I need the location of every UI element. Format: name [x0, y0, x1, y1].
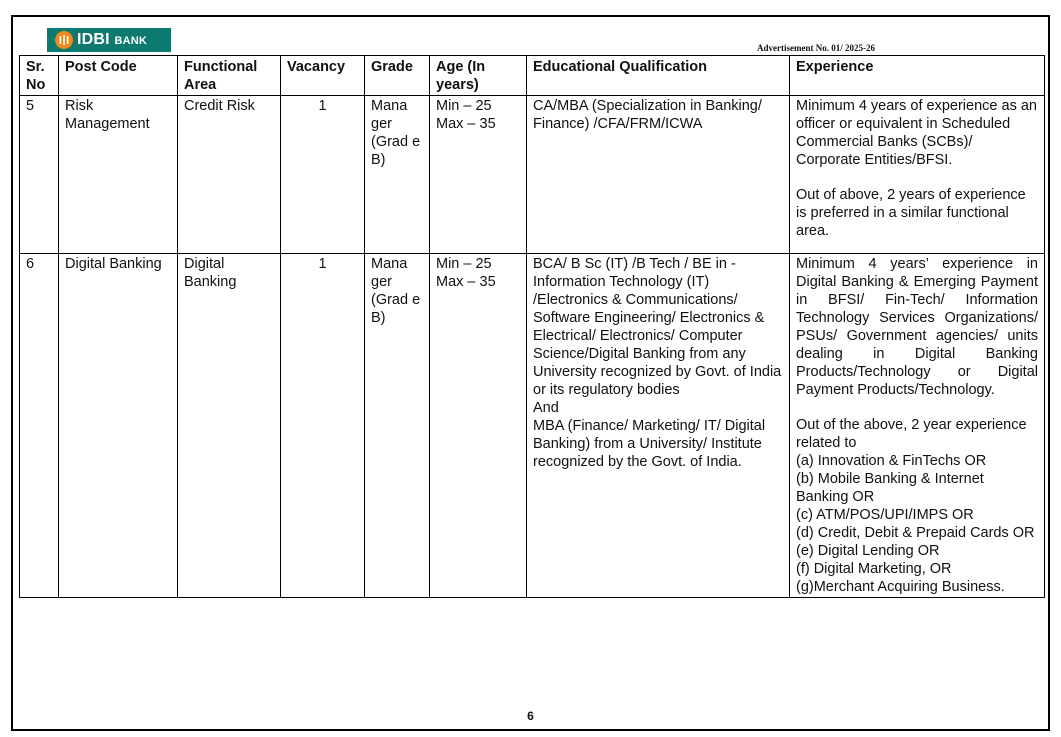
functional-area-cell: Digital Banking	[178, 254, 281, 598]
sr-no-cell: 5	[20, 96, 59, 254]
grade-cell: Mana ger (Grad e B)	[365, 254, 430, 598]
logo-text: IDBI BANK	[77, 31, 148, 48]
experience-cell	[790, 96, 1045, 254]
qualification-cell: BCA/ B Sc (IT) /B Tech / BE in - Information Technology (IT) /Electronics & Communications/ Software Engineering/ Electronics & Electrical/ Electronics/ Computer Science/Digital Banking from any University recognized by Govt. of India or its regulatory bodies And MBA (Finance/ Marketing/ IT/ Digital Banking) from a University/ Institute recognized by the Govt. of India.	[527, 254, 790, 598]
vacancy-cell: 1	[281, 254, 365, 598]
header-vacancy: Vacancy	[281, 56, 365, 96]
experience-paragraph: Minimum 4 years’ experience in Digital Banking & Emerging Payment in BFSI/ Fin-Tech/ Information Technology Services Organizations/ PSUs/ Government agencies/ units dealing in Digital Banking Products/Technology or Digital Payment Products/Technology.	[796, 256, 1038, 398]
header-sr-no: Sr. No	[20, 56, 59, 96]
table-header-row	[20, 56, 1045, 96]
vacancy-table	[19, 55, 1045, 598]
page-number: 6	[527, 709, 534, 723]
experience-paragraph: Out of the above, 2 year experience related to (a) Innovation & FinTechs OR (b) Mobile Banking & Internet Banking OR (c) ATM/POS/UPI/IMPS OR (d) Credit, Debit & Prepaid Cards OR (e) Digital Lending OR (f) Digital Marketing, OR (g)Merchant Acquiring Business.	[796, 417, 1035, 595]
table-row	[20, 254, 1045, 598]
grade-cell: Mana ger (Grad e B)	[365, 96, 430, 254]
experience-paragraph: Out of above, 2 years of experience is preferred in a similar functional area.	[796, 187, 1026, 239]
header-experience: Experience	[790, 56, 1045, 96]
vacancy-cell: 1	[281, 96, 365, 254]
post-code-cell: Digital Banking	[59, 254, 178, 598]
age-cell: Min – 25 Max – 35	[430, 96, 527, 254]
idbi-emblem-icon	[55, 31, 73, 49]
experience-cell	[790, 254, 1045, 598]
idbi-bank-logo	[47, 28, 171, 52]
experience-paragraph: Minimum 4 years of experience as an officer or equivalent in Scheduled Commercial Banks (SCBs)/ Corporate Entities/BFSI.	[796, 98, 1037, 168]
sr-no-cell: 6	[20, 254, 59, 598]
advertisement-number: Advertisement No. 01/ 2025-26	[757, 43, 875, 53]
age-cell: Min – 25 Max – 35	[430, 254, 527, 598]
post-code-cell: Risk Management	[59, 96, 178, 254]
header-grade: Grade	[365, 56, 430, 96]
header-age: Age (In years)	[430, 56, 527, 96]
functional-area-cell: Credit Risk	[178, 96, 281, 254]
header-qualification: Educational Qualification	[527, 56, 790, 96]
qualification-cell: CA/MBA (Specialization in Banking/ Finance) /CFA/FRM/ICWA	[527, 96, 790, 254]
table-row	[20, 96, 1045, 254]
header-functional-area: Functional Area	[178, 56, 281, 96]
header-post-code: Post Code	[59, 56, 178, 96]
